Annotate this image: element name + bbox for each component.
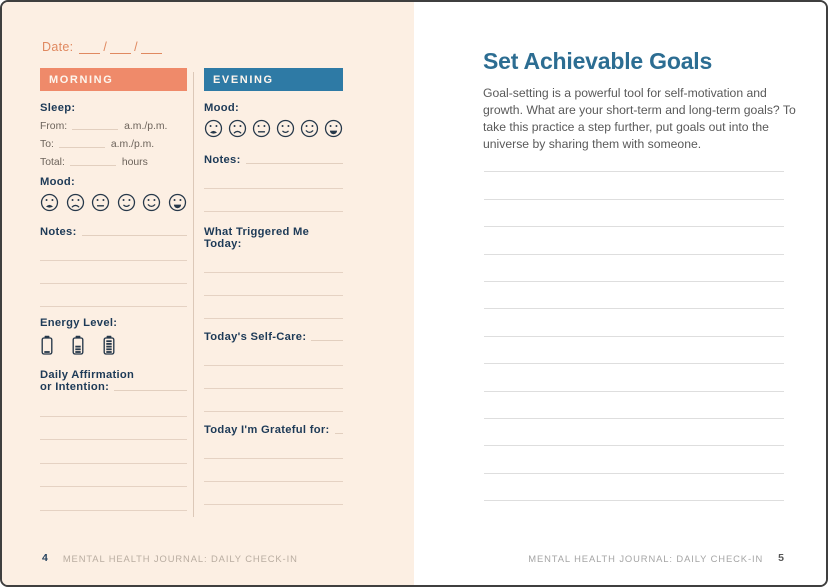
- writing-line[interactable]: [204, 166, 343, 189]
- grateful-lines: [204, 436, 343, 505]
- mood-big-smile-icon[interactable]: [168, 193, 187, 212]
- writing-line[interactable]: [40, 440, 187, 464]
- evening-section: [204, 68, 343, 505]
- goals-content: [483, 48, 803, 153]
- mood-neutral-icon[interactable]: [91, 193, 110, 212]
- right-page-footer: [528, 552, 784, 564]
- grateful-row: [204, 424, 343, 436]
- sleep-total-row: [40, 150, 187, 168]
- grateful-label: Today I'm Grateful for:: [204, 424, 330, 436]
- writing-line[interactable]: [484, 419, 784, 446]
- selfcare-lines: [204, 343, 343, 412]
- mood-neutral-icon[interactable]: [252, 119, 271, 138]
- writing-line[interactable]: [311, 331, 343, 341]
- energy-level-label: Energy Level:: [40, 317, 118, 329]
- morning-mood-scale: [40, 193, 187, 212]
- sleep-from-label: From:: [40, 121, 68, 132]
- sleep-to-row: [40, 132, 187, 150]
- triggered-lines: [204, 250, 343, 319]
- writing-line[interactable]: [484, 282, 784, 309]
- writing-line[interactable]: [484, 337, 784, 364]
- date-separator: /: [134, 40, 138, 54]
- evening-notes-lines: [204, 166, 343, 212]
- date-label: Date:: [42, 40, 74, 54]
- mood-big-smile-icon[interactable]: [324, 119, 343, 138]
- morning-mood-label: Mood:: [40, 176, 76, 188]
- daily-check-in-page: [2, 2, 414, 585]
- mood-slight-smile-icon[interactable]: [276, 119, 295, 138]
- writing-line[interactable]: [204, 366, 343, 389]
- writing-line[interactable]: [204, 343, 343, 366]
- writing-line[interactable]: [484, 309, 784, 336]
- writing-line[interactable]: [484, 172, 784, 199]
- writing-line[interactable]: [204, 189, 343, 212]
- sleep-label: Sleep:: [40, 102, 76, 114]
- goals-writing-area: [484, 145, 784, 501]
- page-number: 5: [778, 552, 784, 564]
- affirmation-label-line2: or Intention:: [40, 381, 110, 393]
- energy-level-scale: [40, 335, 187, 355]
- mood-smile-icon[interactable]: [142, 193, 161, 212]
- affirmation-row: [40, 381, 187, 393]
- writing-line[interactable]: [204, 459, 343, 482]
- writing-line[interactable]: [114, 381, 187, 391]
- mood-slight-smile-icon[interactable]: [117, 193, 136, 212]
- writing-line[interactable]: [40, 393, 187, 417]
- writing-line[interactable]: [484, 145, 784, 172]
- morning-notes-row: [40, 226, 187, 238]
- writing-line[interactable]: [40, 417, 187, 441]
- mood-very-sad-icon[interactable]: [40, 193, 59, 212]
- writing-line[interactable]: [204, 296, 343, 319]
- writing-line[interactable]: [204, 250, 343, 273]
- affirmation-lines: [40, 393, 187, 511]
- morning-section: [40, 68, 187, 511]
- affirmation-label: Daily Affirmation: [40, 369, 135, 381]
- writing-line[interactable]: [484, 392, 784, 419]
- writing-line[interactable]: [40, 464, 187, 488]
- writing-line[interactable]: [484, 255, 784, 282]
- sleep-total-label: Total:: [40, 157, 65, 168]
- sleep-to-blank[interactable]: [59, 138, 105, 148]
- journal-title: MENTAL HEALTH JOURNAL: DAILY CHECK-IN: [528, 552, 764, 564]
- date-year-blank[interactable]: [141, 42, 162, 54]
- writing-line[interactable]: [484, 474, 784, 501]
- battery-medium-icon[interactable]: [71, 335, 85, 355]
- morning-notes-label: Notes:: [40, 226, 77, 238]
- mood-smile-icon[interactable]: [300, 119, 319, 138]
- date-separator: /: [103, 40, 108, 54]
- writing-line[interactable]: [246, 154, 343, 164]
- writing-line[interactable]: [484, 227, 784, 254]
- sleep-from-row: [40, 114, 187, 132]
- date-field: [42, 40, 162, 54]
- writing-line[interactable]: [82, 226, 187, 236]
- goals-page: [414, 2, 826, 585]
- writing-line[interactable]: [40, 238, 187, 261]
- page-number: 4: [42, 552, 48, 564]
- journal-title: MENTAL HEALTH JOURNAL: DAILY CHECK-IN: [62, 552, 298, 564]
- date-month-blank[interactable]: [79, 42, 100, 54]
- sleep-total-suffix: hours: [121, 157, 148, 168]
- writing-line[interactable]: [204, 273, 343, 296]
- writing-line[interactable]: [484, 200, 784, 227]
- sleep-to-suffix: a.m./p.m.: [110, 139, 155, 150]
- mood-very-sad-icon[interactable]: [204, 119, 223, 138]
- morning-section-header: MORNING: [40, 68, 187, 91]
- sleep-from-suffix: a.m./p.m.: [124, 121, 168, 132]
- writing-line[interactable]: [40, 284, 187, 307]
- writing-line[interactable]: [204, 389, 343, 412]
- triggered-label: What Triggered Me Today:: [204, 226, 310, 250]
- morning-notes-lines: [40, 238, 187, 307]
- writing-line[interactable]: [204, 482, 343, 505]
- writing-line[interactable]: [40, 261, 187, 284]
- date-day-blank[interactable]: [110, 42, 131, 54]
- writing-line[interactable]: [484, 364, 784, 391]
- sleep-to-label: To:: [40, 139, 54, 150]
- left-page-footer: [42, 552, 298, 564]
- sleep-total-blank[interactable]: [70, 156, 116, 166]
- sleep-from-blank[interactable]: [72, 120, 118, 130]
- evening-mood-scale: [204, 119, 343, 138]
- mood-sad-icon[interactable]: [228, 119, 247, 138]
- evening-mood-label: Mood:: [204, 102, 240, 114]
- goals-description: Goal-setting is a powerful tool for self-motivation and growth. What are your short-term and long-term goals? To take this practice a step further, put goals out into the universe by sharing them with someone.: [483, 86, 796, 152]
- battery-full-icon[interactable]: [102, 335, 116, 355]
- evening-notes-row: [204, 154, 343, 166]
- evening-section-header: EVENING: [204, 68, 343, 91]
- writing-line[interactable]: [335, 424, 343, 434]
- writing-line[interactable]: [40, 487, 187, 511]
- mood-sad-icon[interactable]: [66, 193, 85, 212]
- column-divider: [193, 72, 194, 517]
- evening-notes-label: Notes:: [204, 154, 241, 166]
- page-title: Set Achievable Goals: [483, 48, 713, 74]
- battery-low-icon[interactable]: [40, 335, 54, 355]
- writing-line[interactable]: [204, 436, 343, 459]
- selfcare-label: Today's Self-Care:: [204, 331, 307, 343]
- selfcare-row: [204, 331, 343, 343]
- writing-line[interactable]: [484, 446, 784, 473]
